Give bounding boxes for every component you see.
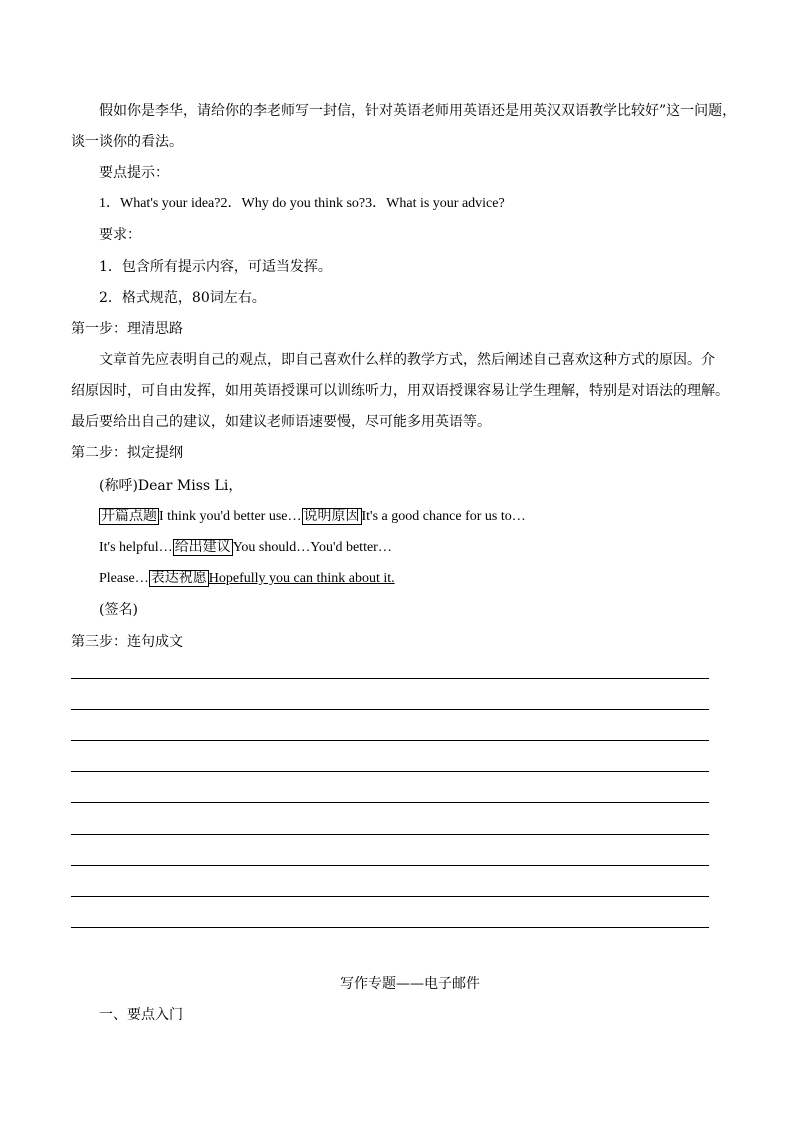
writing-line[interactable] — [71, 740, 709, 741]
step1-para-line-2: 绍原因时，可自由发挥，如用英语授课可以训练听力，用双语授课容易让学生理解，特别是对语法的理解。 — [71, 383, 729, 399]
section-title: 写作专题——电子邮件 — [340, 976, 480, 992]
step1-para-line-3: 最后要给出自己的建议，如建议老师语速要慢，尽可能多用英语等。 — [71, 414, 491, 430]
points-list: 1．What's your idea?2．Why do you think so?3．What is your advice? — [99, 196, 505, 211]
step1-heading: 第一步：理清思路 — [71, 321, 183, 337]
signature: (签名) — [99, 602, 138, 618]
prompt-line-2: 谈一谈你的看法。 — [71, 134, 183, 150]
writing-line[interactable] — [71, 709, 709, 710]
advice-box: 给出建议 — [174, 540, 231, 555]
helpful-text: It's helpful… — [99, 540, 173, 555]
writing-line[interactable] — [71, 834, 709, 835]
writing-line[interactable] — [71, 927, 709, 928]
prompt-line-1: 假如你是李华，请给你的李老师写一封信，针对英语老师用英语还是用英汉双语教学比较好”这一问题， — [99, 103, 737, 119]
reason-box: 说明原因 — [303, 509, 360, 524]
advice-text: You should…You'd better… — [232, 540, 392, 555]
requirement-1: 1．包含所有提示内容，可适当发挥。 — [99, 259, 332, 275]
requirement-2: 2．格式规范，80词左右。 — [99, 290, 266, 306]
salutation: (称呼)Dear Miss Li， — [99, 478, 243, 494]
wish-text: Hopefully you can think about it. — [208, 571, 395, 586]
please-text: Please… — [99, 571, 149, 586]
writing-line[interactable] — [71, 678, 709, 679]
writing-line[interactable] — [71, 896, 709, 897]
wish-box: 表达祝愿 — [150, 571, 207, 586]
points-heading: 要点提示： — [99, 165, 169, 181]
reason-text: It's a good chance for us to… — [361, 509, 526, 524]
opening-box: 开篇点题 — [101, 509, 157, 524]
outline-wish-line — [99, 569, 759, 589]
step3-heading: 第三步：连句成文 — [71, 634, 183, 650]
outline-opening-line — [99, 507, 759, 527]
writing-line[interactable] — [71, 771, 709, 772]
writing-line[interactable] — [71, 802, 709, 803]
outline-advice-line — [99, 538, 759, 558]
step2-heading: 第二步：拟定提纲 — [71, 445, 183, 461]
step1-para-line-1: 文章首先应表明自己的观点，即自己喜欢什么样的教学方式，然后阐述自己喜欢这种方式的原因。介 — [99, 352, 715, 368]
writing-line[interactable] — [71, 865, 709, 866]
requirements-heading: 要求： — [99, 227, 141, 243]
section-subheading: 一、要点入门 — [99, 1007, 183, 1023]
opening-text: I think you'd better use… — [159, 509, 302, 524]
